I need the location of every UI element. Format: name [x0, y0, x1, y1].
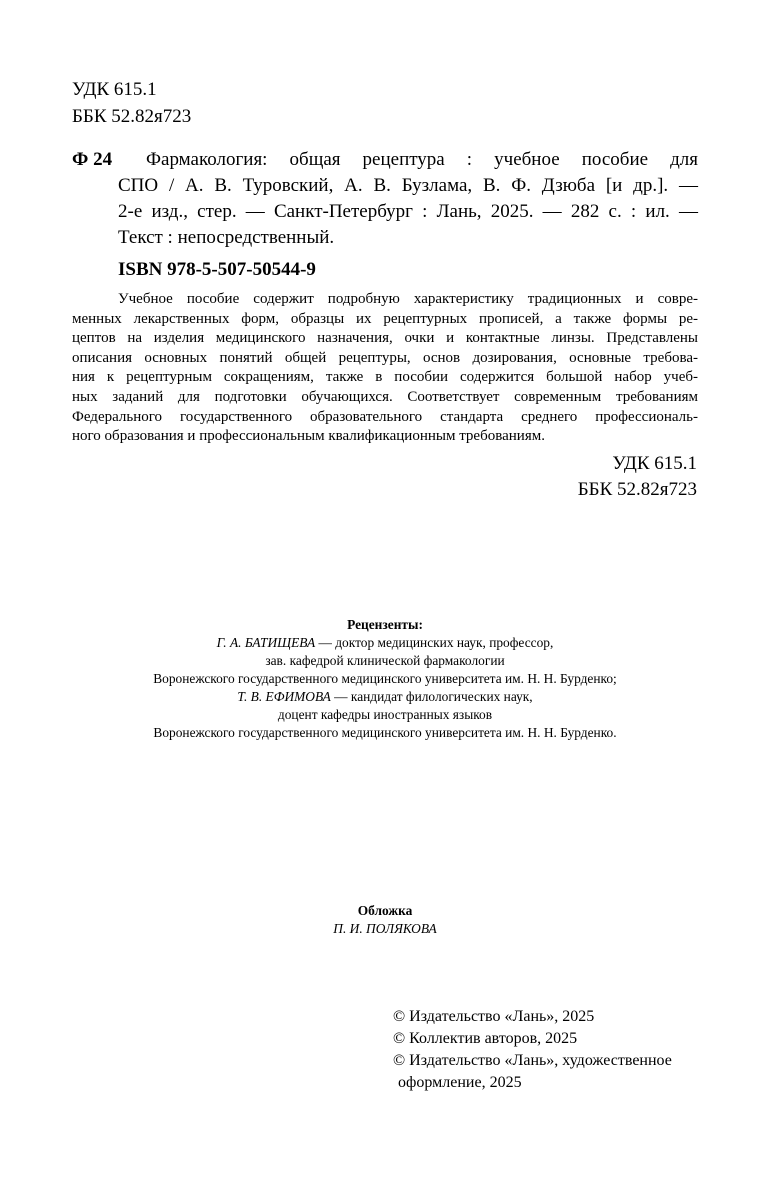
annotation-line: ных заданий для подготовки обучающихся. Соответствует современным требованиям: [72, 388, 698, 405]
copyright-line: © Издательство «Лань», 2025: [393, 1008, 595, 1025]
copyright-line: © Коллектив авторов, 2025: [393, 1030, 578, 1047]
udk-code: УДК 615.1: [72, 79, 157, 100]
copyright-block: [393, 1006, 672, 1094]
bbk-code: ББК 52.82я723: [72, 106, 192, 127]
biblio-line: Текст : непосредственный.: [118, 227, 335, 248]
cover-title: Обложка: [357, 903, 413, 918]
reviewer-position: доцент кафедры иностранных языков: [277, 707, 493, 722]
reviewer-degree: — кандидат филологических наук,: [330, 689, 533, 704]
annotation-line: ния к рецептурным сокращениям, также в пособии содержится большой набор учеб-: [72, 369, 698, 386]
annotation: [72, 290, 698, 447]
bottom-classification-codes: [578, 451, 697, 503]
biblio-line: Фармакология: общая рецептура : учебное пособие для: [146, 149, 698, 170]
copyright-line: © Издательство «Лань», художественное: [393, 1052, 672, 1069]
reviewer-name: Г. А. БАТИЩЕВА: [216, 635, 316, 650]
bbk-code: ББК 52.82я723: [577, 479, 697, 500]
reviewer-affiliation: Воронежского государственного медицинского университета им. Н. Н. Бурденко.: [153, 725, 617, 740]
cover-designer: П. И. ПОЛЯКОВА: [333, 921, 437, 936]
reviewer-degree: — доктор медицинских наук, профессор,: [315, 635, 554, 650]
annotation-line: цептов на изделия медицинского назначения, очки и контактные линзы. Представлены: [72, 330, 698, 347]
biblio-line: 2-е изд., стер. — Санкт-Петербург : Лань, 2025. — 282 с. : ил. —: [118, 201, 698, 222]
author-mark: Ф 24: [72, 149, 113, 170]
udk-code: УДК 615.1: [612, 453, 697, 474]
reviewers-title: Рецензенты:: [347, 617, 423, 632]
cover-credit: [72, 902, 698, 938]
isbn: ISBN 978-5-507-50544-9: [118, 259, 316, 280]
biblio-line: СПО / А. В. Туровский, А. В. Бузлама, В. Ф. Дзюба [и др.]. —: [118, 175, 698, 196]
bibliographic-description: [118, 147, 698, 251]
annotation-line: ного образования и профессиональным квалификационным требованиям.: [72, 428, 545, 445]
annotation-line: описания основных понятий общей рецептуры, основ дозирования, основные требова-: [72, 349, 698, 366]
reviewer-2: [72, 688, 698, 706]
top-classification-codes: [72, 76, 191, 130]
reviewer-position: зав. кафедрой клинической фармакологии: [265, 653, 505, 668]
copyright-line: оформление, 2025: [398, 1074, 522, 1091]
reviewer-affiliation: Воронежского государственного медицинского университета им. Н. Н. Бурденко;: [153, 671, 617, 686]
reviewer-1: [72, 634, 698, 652]
annotation-line: Федерального государственного образовательного стандарта среднего профессиональ-: [72, 408, 698, 425]
reviewers-block: [72, 616, 698, 742]
annotation-line: менных лекарственных форм, образцы их рецептурных прописей, а также формы ре-: [72, 310, 698, 327]
reviewer-name: Т. В. ЕФИМОВА: [237, 689, 331, 704]
annotation-line: Учебное пособие содержит подробную характеристику традиционных и совре-: [118, 291, 698, 307]
